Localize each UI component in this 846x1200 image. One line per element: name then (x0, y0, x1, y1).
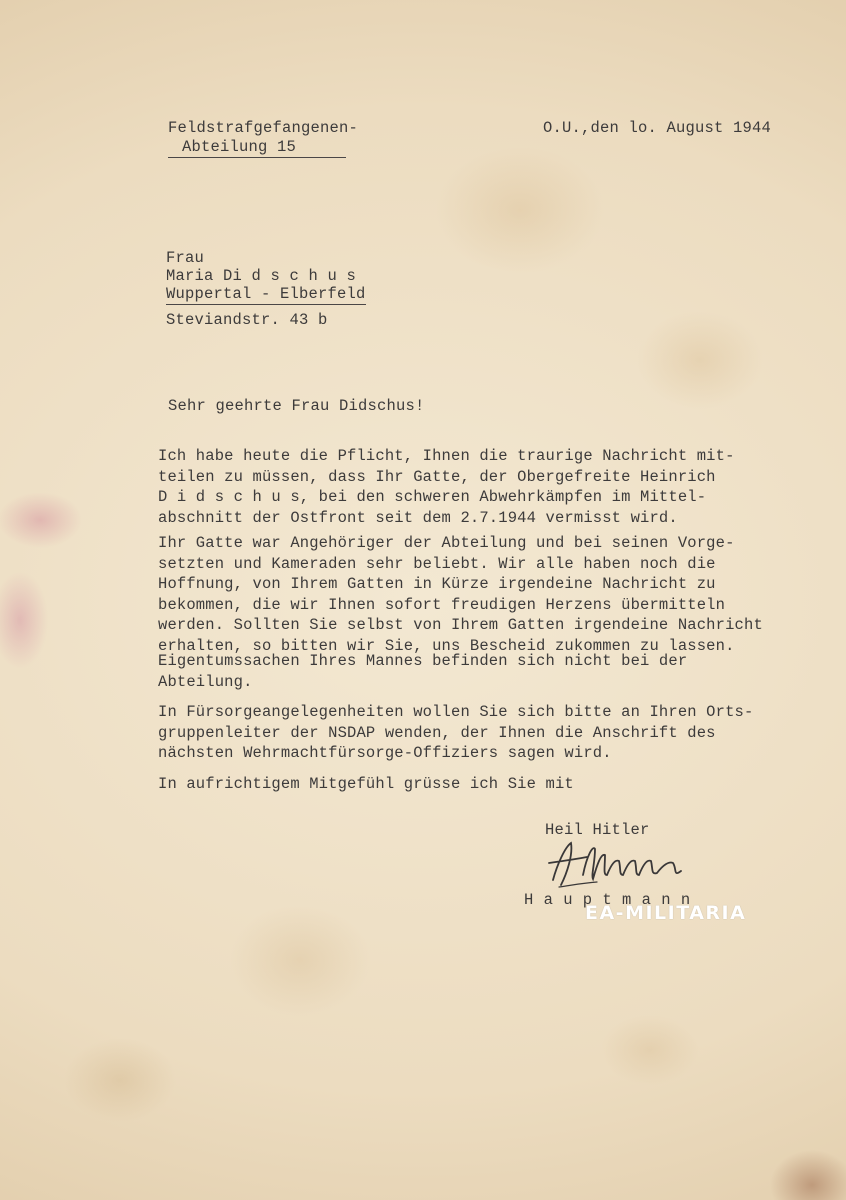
recipient-city: Wuppertal - Elberfeld (166, 285, 366, 303)
paragraph-hope: Ihr Gatte war Angehöriger der Abteilung und bei seinen Vorge- setzten und Kameraden sehr beliebt. Wir alle haben noch die Hoffnung, von Ihrem Gatten in Kürze irgendeine Nachricht zu bekommen, die wir Ihnen sofort freudigen Herzens übermitteln werden. Sollten Sie selbst von Ihrem Gatten irgendeine Nachricht erhalten, so bitten wir Sie, uns Bescheid zukommen zu lassen. (158, 534, 763, 655)
watermark-text: EA-MILITARIA (585, 902, 747, 924)
closing-salute: Heil Hitler (545, 821, 650, 839)
unit-name-line2: Abteilung 15 (168, 137, 346, 158)
paragraph-welfare: In Fürsorgeangelegenheiten wollen Sie sich bitte an Ihren Orts- gruppenleiter der NSDAP wenden, der Ihnen die Anschrift des nächsten Wehrmachtfürsorge-Offiziers sagen wird. (158, 703, 754, 762)
paragraph-property: Eigentumssachen Ihres Mannes befinden sich nicht bei der Abteilung. (158, 652, 688, 691)
recipient-street: Steviandstr. 43 b (166, 311, 328, 329)
greeting: Sehr geehrte Frau Didschus! (168, 397, 425, 415)
handwritten-signature (543, 835, 703, 895)
unit-name-line1: Feldstrafgefangenen- (168, 119, 359, 137)
paragraph-condolence: In aufrichtigem Mitgefühl grüsse ich Sie mit (158, 775, 574, 793)
recipient-name: Maria Di d s c h u s (166, 267, 357, 285)
closing-rank: H a u p t m a n n (524, 891, 691, 909)
place-date: O.U.,den lo. August 1944 (543, 119, 772, 137)
paragraph-notice: Ich habe heute die Pflicht, Ihnen die traurige Nachricht mit- teilen zu müssen, dass Ihr Gatte, der Obergefreite Heinrich D i d s c h u s, bei den schweren Abwehrkämpfen im Mittel- abschnitt der Ostfront seit dem 2.7.1944 vermisst wird. (158, 447, 735, 527)
recipient-title: Frau (166, 249, 205, 267)
